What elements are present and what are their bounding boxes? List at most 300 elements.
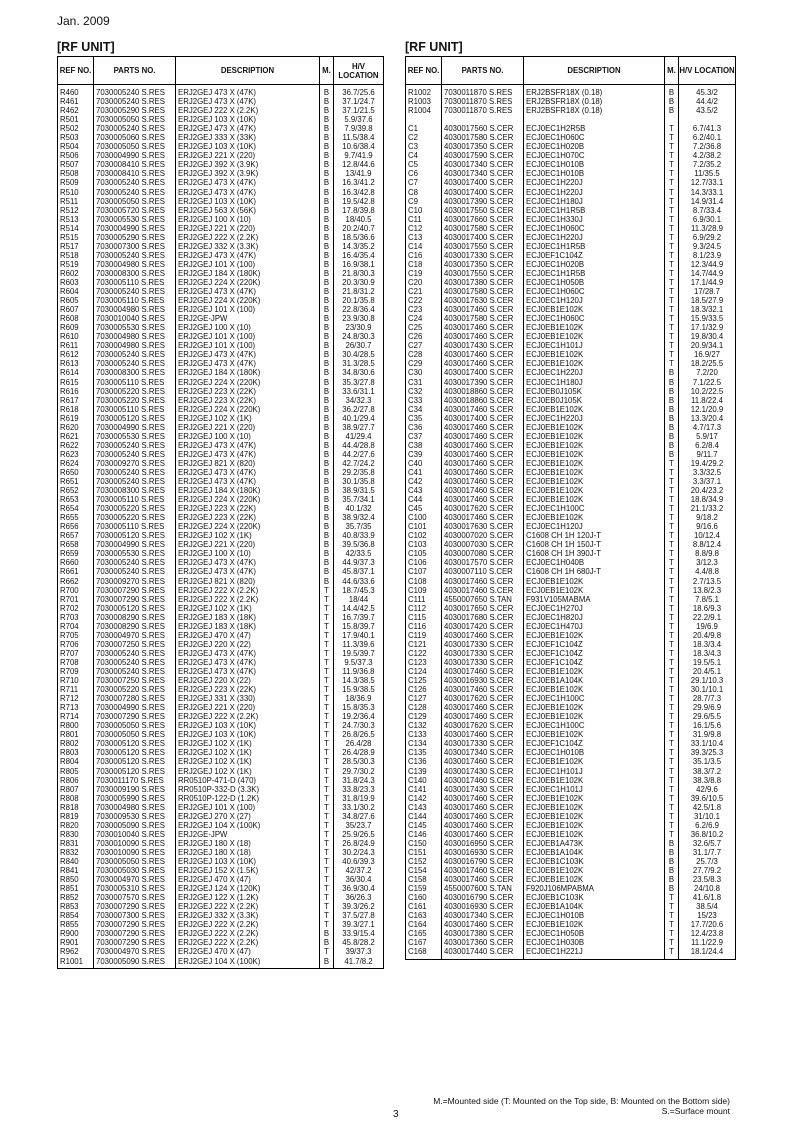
location-cell: 33.1/10.4 (679, 739, 736, 748)
location-cell: 24/10.8 (679, 884, 736, 893)
description-cell: ERJ2GEJ 102 X (1K) (176, 767, 320, 776)
location-cell: 40.8/33.9 (334, 531, 384, 540)
parts-cell: 4030016930 S.CER (442, 902, 524, 911)
parts-cell: 7030005120 S.RES (94, 531, 176, 540)
parts-cell: 7030005240 S.RES (94, 450, 176, 459)
location-cell: 6.2/6.9 (679, 821, 736, 830)
table-row (406, 694, 736, 703)
location-cell: 12.8/44.6 (334, 160, 384, 169)
location-cell: 17.1/44.9 (679, 278, 736, 287)
table-row (58, 378, 384, 387)
parts-cell: 4030017580 S.CER (442, 133, 524, 142)
side-cell: B (665, 432, 679, 441)
parts-cell: 4030017460 S.CER (442, 468, 524, 477)
parts-table-right (405, 56, 736, 960)
location-cell: 7.2/35.2 (679, 160, 736, 169)
location-cell: 39.6/10.5 (679, 794, 736, 803)
ref-cell: R818 (58, 803, 94, 812)
table-row (58, 595, 384, 604)
description-cell: ERJ2GEJ 473 X (47K) (176, 124, 320, 133)
side-cell: B (320, 468, 334, 477)
description-cell: ERJ2GEJ 331 X (330) (176, 694, 320, 703)
description-cell: ERJ2BSFR18X (0.18) (524, 97, 665, 106)
description-cell: ERJ2GEJ 221 X (220) (176, 423, 320, 432)
table-row (406, 504, 736, 513)
parts-cell: 4030017460 S.CER (442, 821, 524, 830)
location-cell: 13/41.9 (334, 169, 384, 178)
side-cell: B (320, 287, 334, 296)
parts-cell: 7030004980 S.RES (94, 260, 176, 269)
side-cell: B (320, 929, 334, 938)
parts-cell: 7030010040 S.RES (94, 314, 176, 323)
footnote-mounted-side: M.=Mounted side (T: Mounted on the Top side, B: Mounted on the Bottom side) (433, 1096, 730, 1106)
ref-cell: C150 (406, 839, 442, 848)
side-cell: B (320, 414, 334, 423)
description-cell: ERJ2GEJ 222 X (2.2K) (176, 902, 320, 911)
parts-cell: 7030005240 S.RES (94, 359, 176, 368)
ref-cell: C133 (406, 730, 442, 739)
location-cell: 9/11.7 (679, 450, 736, 459)
ref-cell: R511 (58, 197, 94, 206)
description-cell: RR0510P-332-D (3.3K) (176, 785, 320, 794)
description-cell: ECJ0EF1C104Z (524, 739, 665, 748)
location-cell: 22.2/9.1 (679, 613, 736, 622)
parts-cell: 4030017460 S.CER (442, 830, 524, 839)
table-row (58, 920, 384, 929)
ref-cell: C33 (406, 396, 442, 405)
description-cell: ERJ2GEJ 183 X (18K) (176, 613, 320, 622)
description-cell: ECJ0EF1C104Z (524, 649, 665, 658)
ref-cell: R502 (58, 124, 94, 133)
table-row (406, 142, 736, 151)
side-cell: B (320, 314, 334, 323)
side-cell: T (665, 531, 679, 540)
table-row (58, 477, 384, 486)
location-cell: 7.9/39.8 (334, 124, 384, 133)
side-cell: T (665, 902, 679, 911)
location-cell: 8.8/12.4 (679, 540, 736, 549)
parts-cell: 4030017400 S.CER (442, 178, 524, 187)
parts-cell: 7030005110 S.RES (94, 405, 176, 414)
table-row (58, 495, 384, 504)
parts-cell: 7030007300 S.RES (94, 242, 176, 251)
description-cell: ERJ2GEJ 473 X (47K) (176, 350, 320, 359)
description-cell: ECJ0EB1E102K (524, 450, 665, 459)
table-row (406, 387, 736, 396)
ref-cell: R802 (58, 739, 94, 748)
ref-cell: R461 (58, 97, 94, 106)
table-row (58, 387, 384, 396)
side-cell: T (665, 522, 679, 531)
location-cell: 19.4/29.2 (679, 459, 736, 468)
parts-cell: 4030017620 S.CER (442, 504, 524, 513)
description-cell: ERJ2GEJ 821 X (820) (176, 577, 320, 586)
location-cell: 14.9/31.4 (679, 197, 736, 206)
location-cell: 24.8/30.3 (334, 332, 384, 341)
table-row (58, 432, 384, 441)
ref-cell: R501 (58, 115, 94, 124)
table-row (406, 929, 736, 938)
parts-cell: 7030005110 S.RES (94, 296, 176, 305)
location-cell: 7.2/20 (679, 368, 736, 377)
ref-cell: C161 (406, 902, 442, 911)
location-cell: 6.7/41.3 (679, 124, 736, 133)
parts-cell: 4030017460 S.CER (442, 359, 524, 368)
ref-cell: C140 (406, 776, 442, 785)
location-cell: 33.1/30.2 (334, 803, 384, 812)
location-cell: 42/9.6 (679, 785, 736, 794)
parts-cell: 7030004990 S.RES (94, 540, 176, 549)
description-cell: ECJ0EC1H060C (524, 287, 665, 296)
ref-cell: C34 (406, 405, 442, 414)
parts-cell: 7030005240 S.RES (94, 124, 176, 133)
description-cell: ECJ0EC1H470J (524, 622, 665, 631)
location-cell: 23.9/30.8 (334, 314, 384, 323)
location-cell: 17.9/40.1 (334, 631, 384, 640)
ref-cell: C18 (406, 260, 442, 269)
ref-cell: R832 (58, 848, 94, 857)
parts-cell: 7030008300 S.RES (94, 486, 176, 495)
parts-cell: 7030008290 S.RES (94, 613, 176, 622)
side-cell: T (320, 902, 334, 911)
parts-cell: 4030017330 S.CER (442, 640, 524, 649)
table-row (58, 739, 384, 748)
side-cell: T (665, 233, 679, 242)
ref-cell: R517 (58, 242, 94, 251)
parts-cell: 7030005240 S.RES (94, 350, 176, 359)
location-cell: 30.1/35.8 (334, 477, 384, 486)
description-cell: ERJ2GEJ 184 X (180K) (176, 368, 320, 377)
description-cell: ERJ2GEJ 221 X (220) (176, 151, 320, 160)
ref-cell: C165 (406, 929, 442, 938)
parts-cell: 4030017650 S.CER (442, 604, 524, 613)
ref-cell: R808 (58, 794, 94, 803)
description-cell: ECJ0EB1E102K (524, 323, 665, 332)
table-row (58, 748, 384, 757)
ref-cell: R1004 (406, 106, 442, 115)
side-cell: T (665, 296, 679, 305)
table-row (58, 513, 384, 522)
ref-cell: R509 (58, 178, 94, 187)
table-row (406, 323, 736, 332)
table-row (406, 242, 736, 251)
ref-cell: C39 (406, 450, 442, 459)
ref-cell: C158 (406, 875, 442, 884)
table-row (406, 495, 736, 504)
parts-cell: 7030004990 S.RES (94, 423, 176, 432)
location-cell: 38.3/8.8 (679, 776, 736, 785)
description-cell: ECJ0EB1A104K (524, 902, 665, 911)
side-cell: T (665, 803, 679, 812)
parts-cell: 7030005530 S.RES (94, 215, 176, 224)
description-cell: ERJ2GEJ 223 X (22K) (176, 387, 320, 396)
description-cell: ECJ0EB1E102K (524, 468, 665, 477)
section-title-right: [RF UNIT] (405, 40, 463, 54)
location-cell: 15.8/35.3 (334, 703, 384, 712)
table-row (406, 206, 736, 215)
location-cell: 14.7/44.9 (679, 269, 736, 278)
side-cell: T (320, 839, 334, 848)
description-cell: ECJ0EB1E102K (524, 812, 665, 821)
side-cell: T (665, 558, 679, 567)
parts-cell: 7030007570 S.RES (94, 893, 176, 902)
table-row (406, 893, 736, 902)
location-cell: 34.8/27.6 (334, 812, 384, 821)
side-cell: T (665, 251, 679, 260)
side-cell: B (665, 378, 679, 387)
ref-cell: R519 (58, 260, 94, 269)
table-row (406, 857, 736, 866)
location-cell: 6.2/8.4 (679, 441, 736, 450)
location-cell: 38.9/31.5 (334, 486, 384, 495)
description-cell: ERJ2GEJ 473 X (47K) (176, 477, 320, 486)
ref-cell: R607 (58, 305, 94, 314)
side-cell: T (320, 730, 334, 739)
parts-cell: 7030005240 S.RES (94, 188, 176, 197)
location-cell: 23/30.9 (334, 323, 384, 332)
location-cell: 9.5/37.3 (334, 658, 384, 667)
table-row (406, 251, 736, 260)
parts-cell: 4030017460 S.CER (442, 730, 524, 739)
description-cell: ERJ2GEJ 223 X (22K) (176, 504, 320, 513)
description-cell: ECJ0EC1H050B (524, 929, 665, 938)
side-cell: T (665, 359, 679, 368)
location-cell: 19.2/36.4 (334, 712, 384, 721)
ref-cell: R460 (58, 85, 94, 98)
parts-cell: 7030007250 S.RES (94, 640, 176, 649)
ref-cell: R851 (58, 884, 94, 893)
description-cell: ECJ0EB1E102K (524, 631, 665, 640)
location-cell: 6.2/40.1 (679, 133, 736, 142)
ref-cell: R604 (58, 287, 94, 296)
ref-cell: C2 (406, 133, 442, 142)
parts-cell: 7030007290 S.RES (94, 938, 176, 947)
table-row (58, 830, 384, 839)
parts-cell: 7030010040 S.RES (94, 830, 176, 839)
ref-cell: R654 (58, 504, 94, 513)
side-cell: T (320, 667, 334, 676)
side-cell: T (320, 893, 334, 902)
table-row (406, 133, 736, 142)
description-cell: ECJ0EC1H030B (524, 938, 665, 947)
table-row (58, 649, 384, 658)
side-cell: T (665, 622, 679, 631)
side-cell: T (320, 884, 334, 893)
side-cell: T (665, 812, 679, 821)
location-cell: 31/10.1 (679, 812, 736, 821)
description-cell: ERJ2BSFR18X (0.18) (524, 106, 665, 115)
location-cell: 14.3/33.1 (679, 188, 736, 197)
location-cell: 4.2/38.2 (679, 151, 736, 160)
ref-cell: R605 (58, 296, 94, 305)
side-cell: T (665, 911, 679, 920)
side-cell: B (665, 839, 679, 848)
location-cell: 35.1/3.5 (679, 757, 736, 766)
location-cell: 12.1/20.9 (679, 405, 736, 414)
ref-cell: C124 (406, 667, 442, 676)
ref-cell: C7 (406, 178, 442, 187)
description-cell: ECJ0EC1H010B (524, 160, 665, 169)
ref-cell: C134 (406, 739, 442, 748)
side-cell: T (665, 287, 679, 296)
parts-cell: 4030018860 S.CER (442, 396, 524, 405)
description-cell: F931V105MABMA (524, 595, 665, 604)
side-cell: T (665, 613, 679, 622)
description-cell: C1608 CH 1H 150J-T (524, 540, 665, 549)
description-cell: ECJ0EB1E102K (524, 477, 665, 486)
location-cell: 11.3/39.6 (334, 640, 384, 649)
side-cell: B (320, 260, 334, 269)
side-cell: B (320, 305, 334, 314)
parts-cell: 4030017580 S.CER (442, 287, 524, 296)
parts-cell: 7030007290 S.RES (94, 929, 176, 938)
description-cell: ECJ0EC1H020B (524, 260, 665, 269)
side-cell: T (665, 224, 679, 233)
table-row (58, 785, 384, 794)
parts-cell: 4030017620 S.CER (442, 721, 524, 730)
table-row (58, 97, 384, 106)
table-row (58, 341, 384, 350)
description-cell: ECJ0EC1H070C (524, 151, 665, 160)
table-row (406, 658, 736, 667)
table-row (58, 857, 384, 866)
side-cell: B (665, 396, 679, 405)
description-cell: ERJ2GEJ 224 X (220K) (176, 378, 320, 387)
description-cell: ERJ2GEJ 222 X (2.2K) (176, 920, 320, 929)
ref-cell: C4 (406, 151, 442, 160)
description-cell: ECJ0EB1E102K (524, 423, 665, 432)
side-cell: B (320, 450, 334, 459)
parts-cell: 7030005090 S.RES (94, 821, 176, 830)
description-cell: ERJ2GEJ 470 X (47) (176, 947, 320, 956)
side-cell: B (320, 405, 334, 414)
table-row (58, 558, 384, 567)
ref-cell: R701 (58, 595, 94, 604)
location-cell: 9/18.2 (679, 513, 736, 522)
location-cell: 31.8/19.9 (334, 794, 384, 803)
location-cell: 28.5/30.3 (334, 757, 384, 766)
description-cell: ERJ2GEJ 224 X (220K) (176, 405, 320, 414)
description-cell: ECJ0EC1H010B (524, 748, 665, 757)
parts-cell: 7030009530 S.RES (94, 812, 176, 821)
location-cell: 40.1/29.4 (334, 414, 384, 423)
table-row (58, 767, 384, 776)
col-header-location: H/V LOCATION (334, 57, 384, 85)
side-cell: B (665, 414, 679, 423)
ref-cell: R657 (58, 531, 94, 540)
table-row (58, 549, 384, 558)
table-row (58, 586, 384, 595)
table-row (406, 586, 736, 595)
parts-cell: 7030011170 S.RES (94, 776, 176, 785)
parts-cell: 4030007030 S.CER (442, 540, 524, 549)
table-row (406, 821, 736, 830)
table-row (58, 567, 384, 576)
ref-cell: C122 (406, 649, 442, 658)
col-header-location: H/V LOCATION (679, 57, 736, 85)
location-cell: 4.4/8.8 (679, 567, 736, 576)
col-header-parts: PARTS NO. (94, 57, 176, 85)
ref-cell: R804 (58, 757, 94, 766)
parts-cell: 4030016950 S.CER (442, 839, 524, 848)
description-cell: ECJ0EB1A104K (524, 848, 665, 857)
parts-cell: 4030007110 S.CER (442, 567, 524, 576)
location-cell: 16.9/27 (679, 350, 736, 359)
parts-cell: 4030017460 S.CER (442, 803, 524, 812)
location-cell: 32.6/5.7 (679, 839, 736, 848)
location-cell: 35.3/27.8 (334, 378, 384, 387)
parts-cell: 4030017460 S.CER (442, 794, 524, 803)
table-row (406, 314, 736, 323)
ref-cell: R503 (58, 133, 94, 142)
table-row (406, 233, 736, 242)
side-cell: T (320, 658, 334, 667)
location-cell: 18.7/45.3 (334, 586, 384, 595)
description-cell: ERJ2GEJ 122 X (1.2K) (176, 893, 320, 902)
side-cell: T (665, 694, 679, 703)
table-row (406, 97, 736, 106)
description-cell: ECJ0EB1E102K (524, 712, 665, 721)
description-cell: ECJ0EC1H101J (524, 785, 665, 794)
side-cell: T (320, 947, 334, 956)
location-cell: 36.9/30.4 (334, 884, 384, 893)
table-row (58, 803, 384, 812)
ref-cell: C36 (406, 423, 442, 432)
location-cell: 8.1/23.9 (679, 251, 736, 260)
ref-cell: C41 (406, 468, 442, 477)
description-cell: ERJ2GEJ 104 X (100K) (176, 821, 320, 830)
description-cell: ECJ0EC1H060C (524, 133, 665, 142)
description-cell: ECJ0EB1E102K (524, 794, 665, 803)
side-cell: T (665, 667, 679, 676)
table-row (406, 160, 736, 169)
parts-cell: 7030005240 S.RES (94, 97, 176, 106)
description-cell: ERJ2GEJ 103 X (10K) (176, 721, 320, 730)
ref-cell: R614 (58, 368, 94, 377)
description-cell: ERJ2GEJ 101 X (100) (176, 305, 320, 314)
location-cell: 11.3/28.9 (679, 224, 736, 233)
location-cell: 41.7/8.2 (334, 957, 384, 969)
description-cell: ERJ2GEJ 473 X (47K) (176, 188, 320, 197)
location-cell: 44.6/33.6 (334, 577, 384, 586)
description-cell: ERJ2GEJ 102 X (1K) (176, 531, 320, 540)
location-cell: 16.3/41.2 (334, 178, 384, 187)
description-cell: ECJ0EB1E102K (524, 459, 665, 468)
description-cell: ECJ0EB1E102K (524, 441, 665, 450)
location-cell: 2.7/13.5 (679, 577, 736, 586)
location-cell: 14.3/38.5 (334, 676, 384, 685)
description-cell: ECJ0EB1E102K (524, 586, 665, 595)
side-cell: T (665, 332, 679, 341)
description-cell: ERJ2GEJ 101 X (100) (176, 332, 320, 341)
parts-cell: 7030008300 S.RES (94, 269, 176, 278)
description-cell: ECJ0EC1H221J (524, 947, 665, 959)
ref-cell: C29 (406, 359, 442, 368)
description-cell: ERJ2GEJ 470 X (47) (176, 875, 320, 884)
side-cell: T (665, 649, 679, 658)
description-cell: ERJ2GEJ 222 X (2.2K) (176, 586, 320, 595)
description-cell: ERJ2GEJ 821 X (820) (176, 459, 320, 468)
side-cell: B (320, 242, 334, 251)
ref-cell: R508 (58, 169, 94, 178)
location-cell: 15.9/38.5 (334, 685, 384, 694)
side-cell (665, 115, 679, 124)
description-cell: ECJ0EB0J105K (524, 396, 665, 405)
location-cell: 41/29.4 (334, 432, 384, 441)
side-cell: T (320, 803, 334, 812)
description-cell: ECJ0EF1C104Z (524, 658, 665, 667)
side-cell: T (320, 595, 334, 604)
